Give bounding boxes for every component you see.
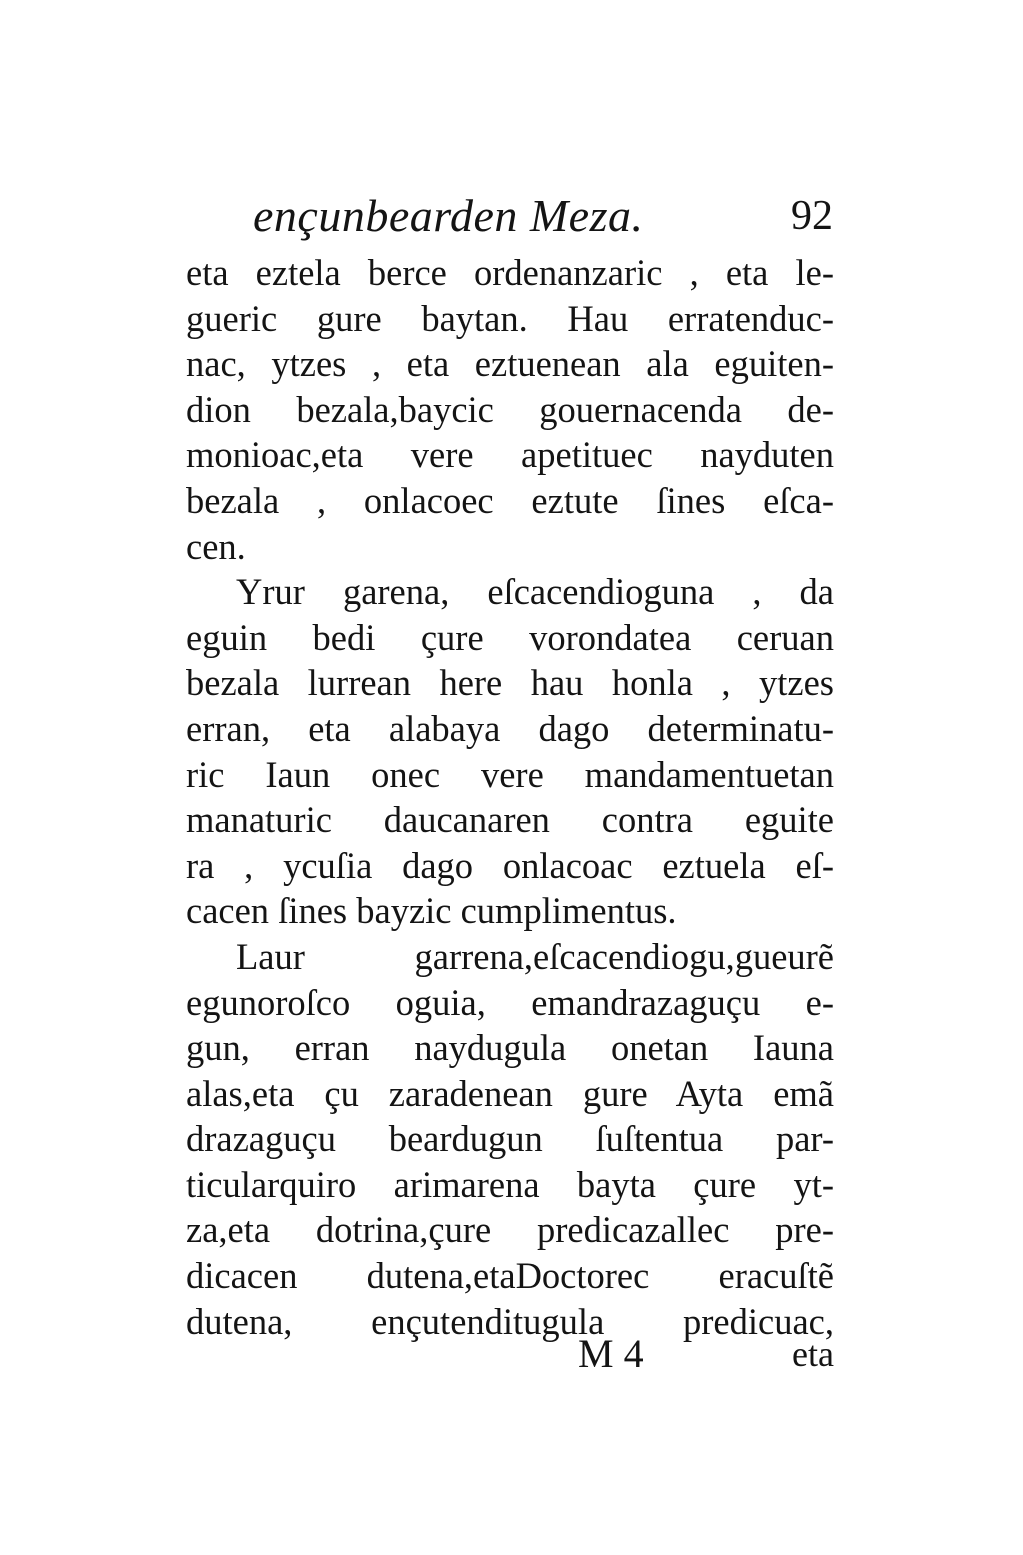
text-line: dicacen dutena,etaDoctorec eracuſtẽ (186, 1255, 834, 1297)
text-line: eta eztela berce ordenanzaric , eta le- (186, 252, 834, 293)
text-line: drazaguçu beardugun ſuſtentua par- (186, 1118, 834, 1160)
text-line: manaturic daucanaren contra eguite (186, 799, 834, 841)
text-line: cacen ſines bayzic cumplimentus. (186, 890, 677, 932)
paragraph-3 (186, 934, 834, 1344)
text-line: za,eta dotrina,çure predicazallec pre- (186, 1209, 834, 1251)
text-line: ra , ycuſia dago onlacoac eztuela eſ- (186, 844, 834, 886)
text-line: dion bezala,baycic gouernacenda de- (186, 388, 834, 430)
text-line: monioac,eta vere apetituec nayduten (186, 434, 834, 476)
paragraph-1 (186, 250, 834, 569)
text-line: ticularquiro arimarena bayta çure yt- (186, 1163, 834, 1205)
page-footer (186, 1326, 834, 1382)
text-line: eguin bedi çure vorondatea ceruan (186, 616, 834, 658)
text-line: dutena, ençutenditugula predicuac, (186, 1300, 834, 1342)
text-line: gun, erran naydugula onetan Iauna (186, 1027, 834, 1069)
signature-mark: M 4 (578, 1331, 644, 1376)
catchword: eta (792, 1334, 834, 1374)
running-title: ençunbearden Meza. (253, 190, 644, 241)
text-line: nac, ytzes , eta eztuenean ala eguiten- (186, 343, 834, 385)
running-head (253, 184, 833, 248)
text-line: Yrur garena, eſcacendioguna , da (236, 571, 834, 613)
text-line: gueric gure baytan. Hau erratenduc- (186, 297, 834, 339)
text-line: cen. (186, 525, 246, 567)
text-line: egunoroſco oguia, emandrazaguçu e- (186, 981, 834, 1023)
text-line: bezala lurrean here hau honla , ytzes (186, 662, 834, 704)
text-line: ric Iaun onec vere mandamentuetan (186, 753, 834, 795)
text-line: alas,eta çu zaradenean gure Ayta emã (186, 1072, 834, 1114)
text-line: erran, eta alabaya dago determinatu- (186, 707, 834, 749)
text-line: Laur garrena,eſcacendiogu,gueurẽ (236, 935, 834, 977)
body-text (186, 250, 834, 1344)
page-number: 92 (791, 193, 833, 239)
paragraph-2 (186, 569, 834, 934)
text-line: bezala , onlacoec eztute ſines eſca- (186, 479, 834, 521)
